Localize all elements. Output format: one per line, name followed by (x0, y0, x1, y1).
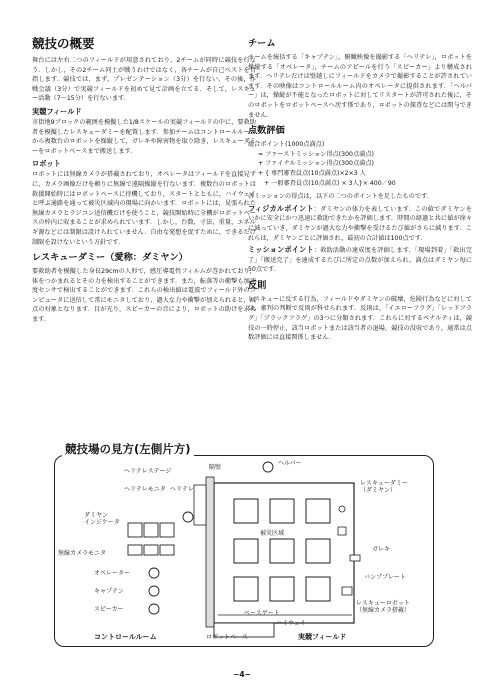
monitor (144, 545, 158, 555)
mission-paragraph: ：救助活動の達成度を評価します．「現場到着」「救出完了」「搬送完了」を達成するたびに所定の点数が加えられ，満点はダミヤン毎に50点です． (248, 247, 472, 274)
label-rescue-robot: レスキューロボット（無線カメラ搭載） (356, 600, 411, 615)
label-disaster-area: 被災区域 (260, 530, 285, 537)
label-wireless-monitor: 無線カメラモニタ (58, 550, 107, 557)
label-operator: オペレーター (94, 570, 131, 577)
block (270, 577, 294, 601)
heritele-stage (194, 485, 206, 525)
person-icon (149, 604, 159, 614)
robot-icon (342, 587, 352, 595)
score-total: 総合ポイント(1000点満点) (248, 141, 325, 149)
heading-field: 実競フィールド (32, 106, 82, 116)
label-rubble: ガレキ (372, 546, 391, 553)
diagram-title: 競技場の見方(左側片方) (62, 442, 194, 456)
heading-robot: ロボット (32, 159, 61, 169)
arena-diagram (54, 455, 434, 647)
label-robot-base: ロボットベース (206, 634, 248, 641)
score-line: + { 専門審査員点(10点満点)×2×3 人 (258, 169, 366, 177)
label-wall: 隔壁 (209, 464, 222, 471)
partition-wall (206, 477, 214, 627)
block (234, 539, 258, 563)
score-line: = ファーストミッション得点(300点満点) (258, 150, 374, 158)
page-number: −4− (233, 670, 251, 679)
label-control-room: コントロールルーム (94, 633, 157, 641)
block (270, 539, 294, 563)
monitor (128, 523, 142, 537)
score-line: + 一般審査員点(10点満点) × 3人}× 400／90 (264, 179, 396, 187)
score-paragraph: 各ミッションの得点は，以下の二つのポイントを足したものです． (248, 193, 433, 201)
person-icon (149, 568, 159, 578)
label-heritele: ヘリテレ (170, 486, 194, 493)
city-blocks (234, 499, 330, 601)
block (270, 499, 294, 523)
label-speaker: スピーカー (94, 606, 124, 613)
monitor (144, 523, 158, 537)
field-paragraph: 市街地9ブロックの範囲を模擬した1/8スケールの実競フィールドの中に，要救助者を模擬したレスキューダミーを配置します．参加チームはコントロールルームから複数台のロボットを操縦して，ガレキや障害物を取り除き，レスキューダミーをロボットベースまで搬送します． (32, 118, 256, 155)
block (306, 577, 330, 601)
label-highway: ハイウェイ (276, 620, 306, 627)
physical-paragraph: ：ダミヤンの体力を表しています．この値でダミヤンをいかに安全にかつ迅速に救助できたかを評価します．時間の経過と共に値が徐々に減っていき，ダミヤンが過大な力や衝撃を受けるたび値がさらに減ります．これらは，ダミヤンごとに評価され，最初の合計値は100点です． (248, 205, 472, 242)
block (306, 539, 330, 563)
label-dummy-indicator: ダミヤンインジケータ (84, 512, 120, 527)
heading-score: 点数評価 (248, 125, 285, 137)
label-rescue-dummy: レスキューダミー（ダミヤン） (360, 480, 408, 495)
block (306, 499, 330, 523)
team-paragraph: チームを統括する「キャプテン」，俯瞰映像を撮影する「ヘリテレ」，ロボットを操縦する「オペレータ」，チームのアピールを行う「スピーカー」より構成されます．ヘリテレだけは壁越しにフィールドをカメラで撮影することが許されています．その映像はコントロールルーム内のオペレータに提供されます．「ヘルパー」は，操縦が不能となったロボットに対してリスタートが許可された後に，そのロボットをロボットベースへ戻す係であり，ロボットの探査などには関与できません． (248, 54, 472, 119)
heading-foul: 反則 (248, 279, 267, 291)
overview-paragraph: 舞台には左右二つのフィールドが用意されており，2チームが同時に競技を行なう．しかし，その2チーム同士が戦うわけではなく，各チームが自己ベストを目指します．競技では，まず，プレゼンテーション（3分）を行ない，その後，作戦会議（3分）で実競フィールドを初めて見て計画を立てる．そして，レスキュー活動（7〜15分）を行ないます． (32, 57, 256, 103)
person-icon (183, 512, 193, 522)
block (234, 577, 258, 601)
label-base-gate: ベースゲート (244, 610, 280, 617)
score-line: + ファイナルミッション得点(300点満点) (258, 160, 374, 168)
dummy-paragraph: 要救助者を模擬した身長29cmの人形で，感圧導電性フィルムが巻かれており，体をつかまれるとその力を検出することができます．また，転落等の衝撃も加速度センサで検出することができます．これらの検出値は電波でフィールド外のコンピュータに送信して常にモニタしており，過大な力や衝撃が加えられると，減点の対象となります．目が光り，スピーカーの音により，ロボットの助けを求めます． (32, 268, 256, 324)
robot-paragraph: ロボットには無線カメラが搭載されており，オペレータはフィールドを直接見ずに，カメラ画像だけを頼りに無線で遠隔操縦を行ないます．複数台のロボットは救援開始時にはロボットベースに待機しており，スタートとともに，ハイウェイと呼ぶ通路を通って被災区域内の現場に向かいます．ロボットには，見張られた無線カメラとラジコン送信機だけを使うこと，競技開始時に全機がロボットベースの枠内に収まることが求められています．しかし，台数，寸法，重量，エネルギ源などには制限は設けられていません．自由な発想を促すために，できるだけ制限を設けないという方針です． (32, 171, 256, 246)
heading-team: チーム (248, 38, 276, 49)
dummy-icon (339, 506, 345, 512)
label-helper: ヘルパー (278, 460, 302, 467)
label-captain: キャプテン (94, 588, 124, 595)
label-heritele-stage: ヘリテレステージ (124, 468, 172, 475)
left-column (32, 36, 256, 327)
rubble-icon (338, 527, 346, 535)
monitor (160, 545, 174, 555)
heading-mission: ミッションポイント (248, 245, 314, 255)
label-bump-plate: バンププレート (364, 574, 406, 581)
foul-paragraph: レスキューに反する行為，フィールドやダミヤンの破壊，危険行為などに対しては，審判の判断で反則が科せられます．反則は，「イエローフラグ」「レッドフラグ」「ブラックフラグ」の3つに分類されます．これらに対するペナルティは，競技の一時停止，該当ロボットまたは該当者の退場，競技の没収であり，通常は点数評価には直接関係しません． (248, 295, 472, 342)
section-title-overview: 競技の概要 (32, 36, 95, 51)
person-icon (263, 462, 273, 472)
field-outline (214, 483, 354, 623)
right-column (248, 36, 472, 345)
bump-plate-icon (350, 555, 360, 561)
label-field: 実競フィールド (298, 633, 347, 641)
person-icon (149, 586, 159, 596)
monitor (160, 523, 174, 537)
label-heritele-monitor: ヘリテレモニタ (124, 486, 166, 493)
block (234, 499, 258, 523)
heading-physical: フィジカルポイント (248, 203, 314, 213)
monitor (128, 545, 142, 555)
heading-dummy: レスキューダミー（愛称：ダミヤン） (32, 252, 188, 264)
